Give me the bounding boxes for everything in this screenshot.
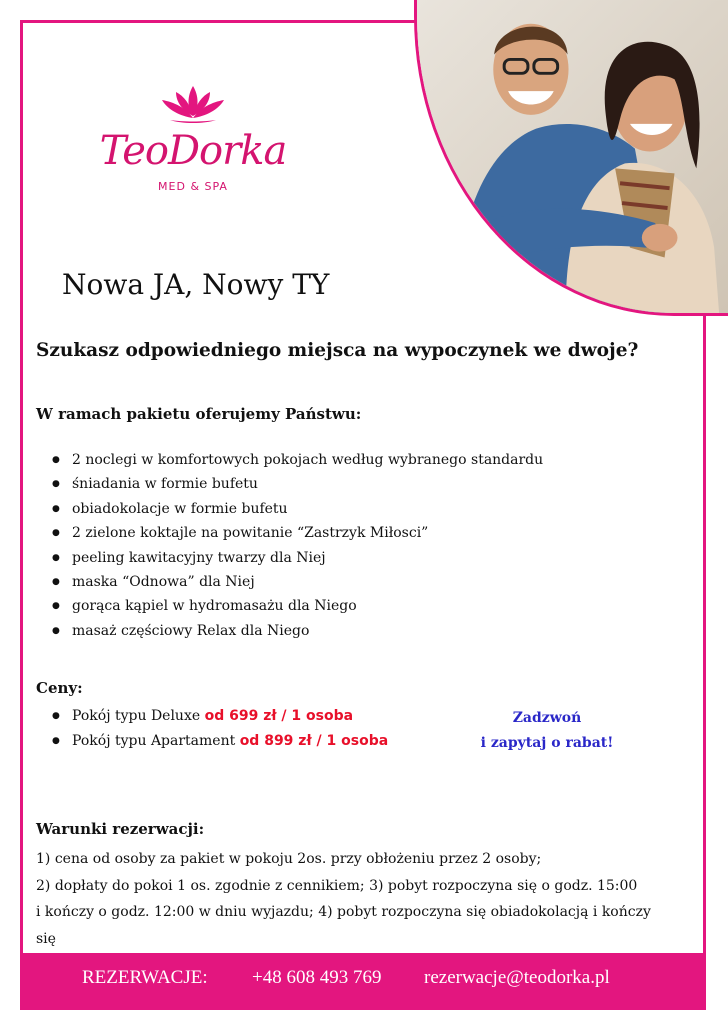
reservation-footer — [20, 953, 706, 1010]
footer-label: REZERWACJE: — [82, 967, 208, 988]
prices-title: Ceny: — [36, 679, 83, 697]
terms-line: i kończy o godz. 12:00 w dniu wyjazdu; 4) pobyt rozpoczyna się obiadokolacją i kończy się — [36, 904, 651, 947]
call-to-action — [472, 706, 622, 756]
lotus-icon — [160, 82, 226, 126]
teodorka-logo — [88, 82, 298, 194]
list-item: ● masaż częściowy Relax dla Niego — [44, 619, 543, 643]
offer-list — [44, 448, 543, 643]
call-line-1: Zadzwoń — [512, 710, 582, 726]
logo-subtitle: MED & SPA — [158, 180, 228, 193]
price-label: Pokój typu Deluxe — [72, 708, 205, 724]
list-item: ● gorąca kąpiel w hydromasażu dla Niego — [44, 594, 543, 618]
footer-email[interactable]: rezerwacje@teodorka.pl — [424, 967, 610, 988]
headline: Nowa JA, Nowy TY — [62, 268, 330, 301]
terms-line: 2) dopłaty do pokoi 1 os. zgodnie z cennikiem; 3) pobyt rozpoczyna się o godz. 15:00 — [36, 877, 638, 894]
list-item: ● 2 noclegi w komfortowych pokojach według wybranego standardu — [44, 448, 543, 472]
price-label: Pokój typu Apartament — [72, 733, 240, 749]
price-value: od 899 zł / 1 osoba — [239, 733, 389, 749]
list-item: ● maska “Odnowa” dla Niej — [44, 570, 543, 594]
price-item — [44, 704, 388, 729]
logo-name: TeoDorka — [99, 128, 287, 174]
terms-line: 1) cena od osoby za pakiet w pokoju 2os. przy obłożeniu przez 2 osoby; — [36, 851, 542, 867]
list-item: ● obiadokolacje w formie bufetu — [44, 497, 543, 521]
question-heading: Szukasz odpowiedniego miejsca na wypoczynek we dwoje? — [36, 340, 639, 361]
couple-photo — [414, 0, 728, 316]
price-value: od 699 zł / 1 osoba — [204, 708, 354, 724]
couple-photo-illustration — [417, 0, 728, 313]
offer-title: W ramach pakietu oferujemy Państwu: — [36, 405, 362, 423]
list-item: ● śniadania w formie bufetu — [44, 472, 543, 496]
price-list — [44, 704, 388, 754]
footer-phone[interactable]: +48 608 493 769 — [252, 967, 382, 988]
list-item: ● peeling kawitacyjny twarzy dla Niej — [44, 546, 543, 570]
terms-title: Warunki rezerwacji: — [36, 820, 205, 838]
price-item — [44, 729, 388, 754]
list-item: ● 2 zielone koktajle na powitanie “Zastrzyk Miłosci” — [44, 521, 543, 545]
call-line-2: i zapytaj o rabat! — [480, 735, 614, 751]
